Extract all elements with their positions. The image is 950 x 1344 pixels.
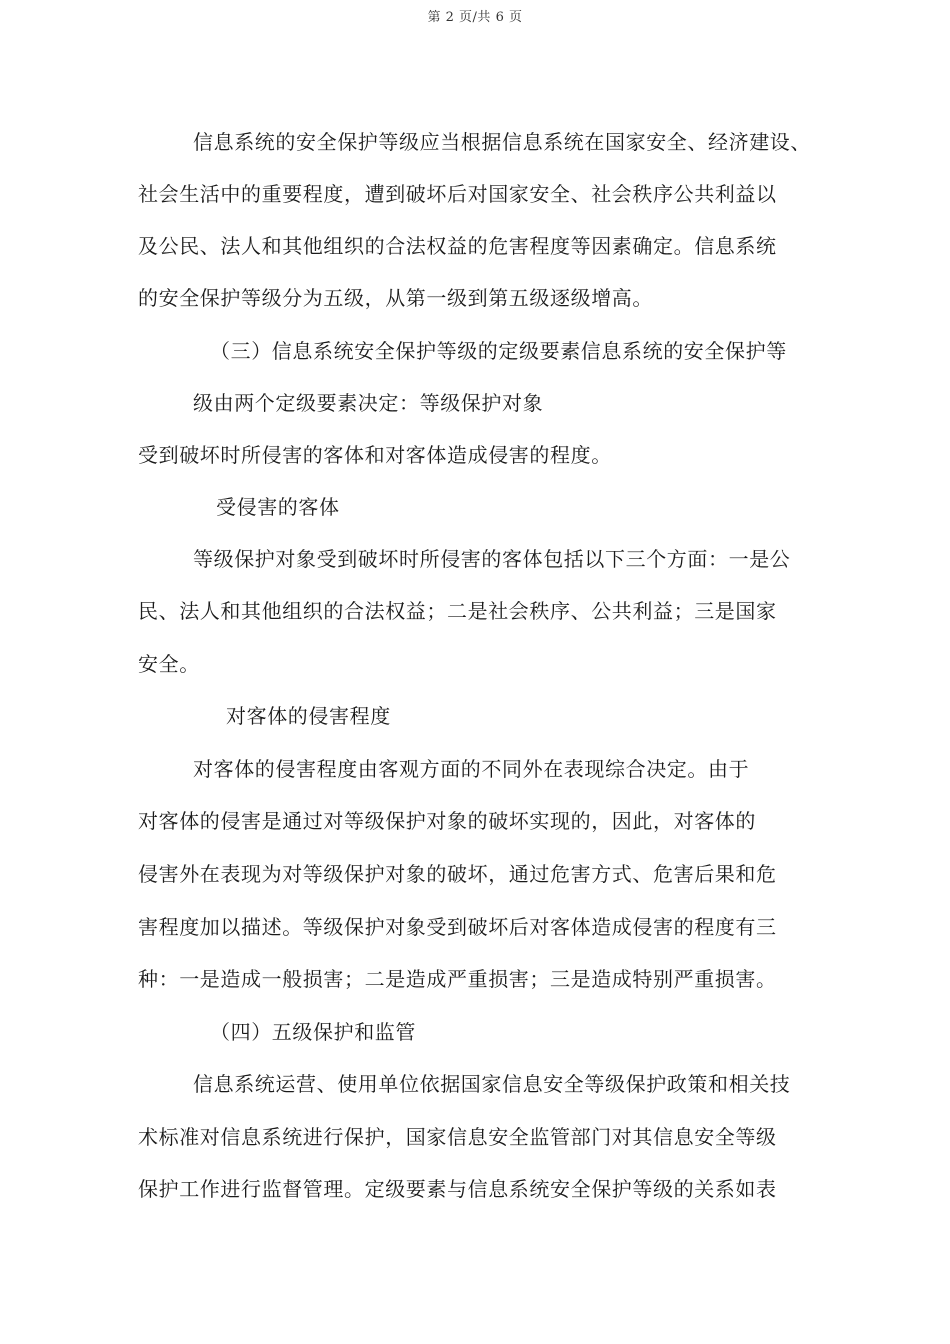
paragraph-line: 保护工作进行监督管理。定级要素与信息系统安全保护等级的关系如表: [138, 1177, 777, 1201]
paragraph-line: 及公民、法人和其他组织的合法权益的危害程度等因素确定。信息系统: [138, 234, 777, 258]
paragraph-line: 害程度加以描述。等级保护对象受到破坏后对客体造成侵害的程度有三: [138, 915, 777, 939]
paragraph-line: 术标准对信息系统进行保护，国家信息安全监管部门对其信息安全等级: [138, 1125, 777, 1149]
subsection-heading: 受侵害的客体: [216, 495, 340, 519]
paragraph-line: 信息系统运营、使用单位依据国家信息安全等级保护政策和相关技: [193, 1072, 791, 1096]
paragraph-line: 种：一是造成一般损害；二是造成严重损害；三是造成特别严重损害。: [138, 967, 777, 991]
paragraph-line: 的安全保护等级分为五级，从第一级到第五级逐级增高。: [138, 286, 653, 310]
paragraph-line: 安全。: [138, 652, 200, 676]
section-heading: （三）信息系统安全保护等级的定级要素信息系统的安全保护等: [210, 339, 787, 363]
paragraph-line: 级由两个定级要素决定：等级保护对象: [193, 391, 544, 415]
section-heading: （四）五级保护和监管: [210, 1020, 416, 1044]
page-number-header: 第 2 页/共 6 页: [427, 10, 523, 25]
paragraph-line: 社会生活中的重要程度，遭到破坏后对国家安全、社会秩序公共利益以: [138, 182, 777, 206]
paragraph-line: 信息系统的安全保护等级应当根据信息系统在国家安全、经济建设、: [193, 130, 811, 154]
paragraph-line: 等级保护对象受到破坏时所侵害的客体包括以下三个方面：一是公: [193, 547, 791, 571]
paragraph-line: 受到破坏时所侵害的客体和对客体造成侵害的程度。: [138, 443, 612, 467]
paragraph-line: 侵害外在表现为对等级保护对象的破坏，通过危害方式、危害后果和危: [138, 862, 777, 886]
subsection-heading: 对客体的侵害程度: [226, 704, 391, 728]
paragraph-line: 对客体的侵害是通过对等级保护对象的破坏实现的，因此，对客体的: [138, 809, 756, 833]
paragraph-line: 对客体的侵害程度由客观方面的不同外在表现综合决定。由于: [193, 757, 750, 781]
paragraph-line: 民、法人和其他组织的合法权益；二是社会秩序、公共利益；三是国家: [138, 599, 777, 623]
